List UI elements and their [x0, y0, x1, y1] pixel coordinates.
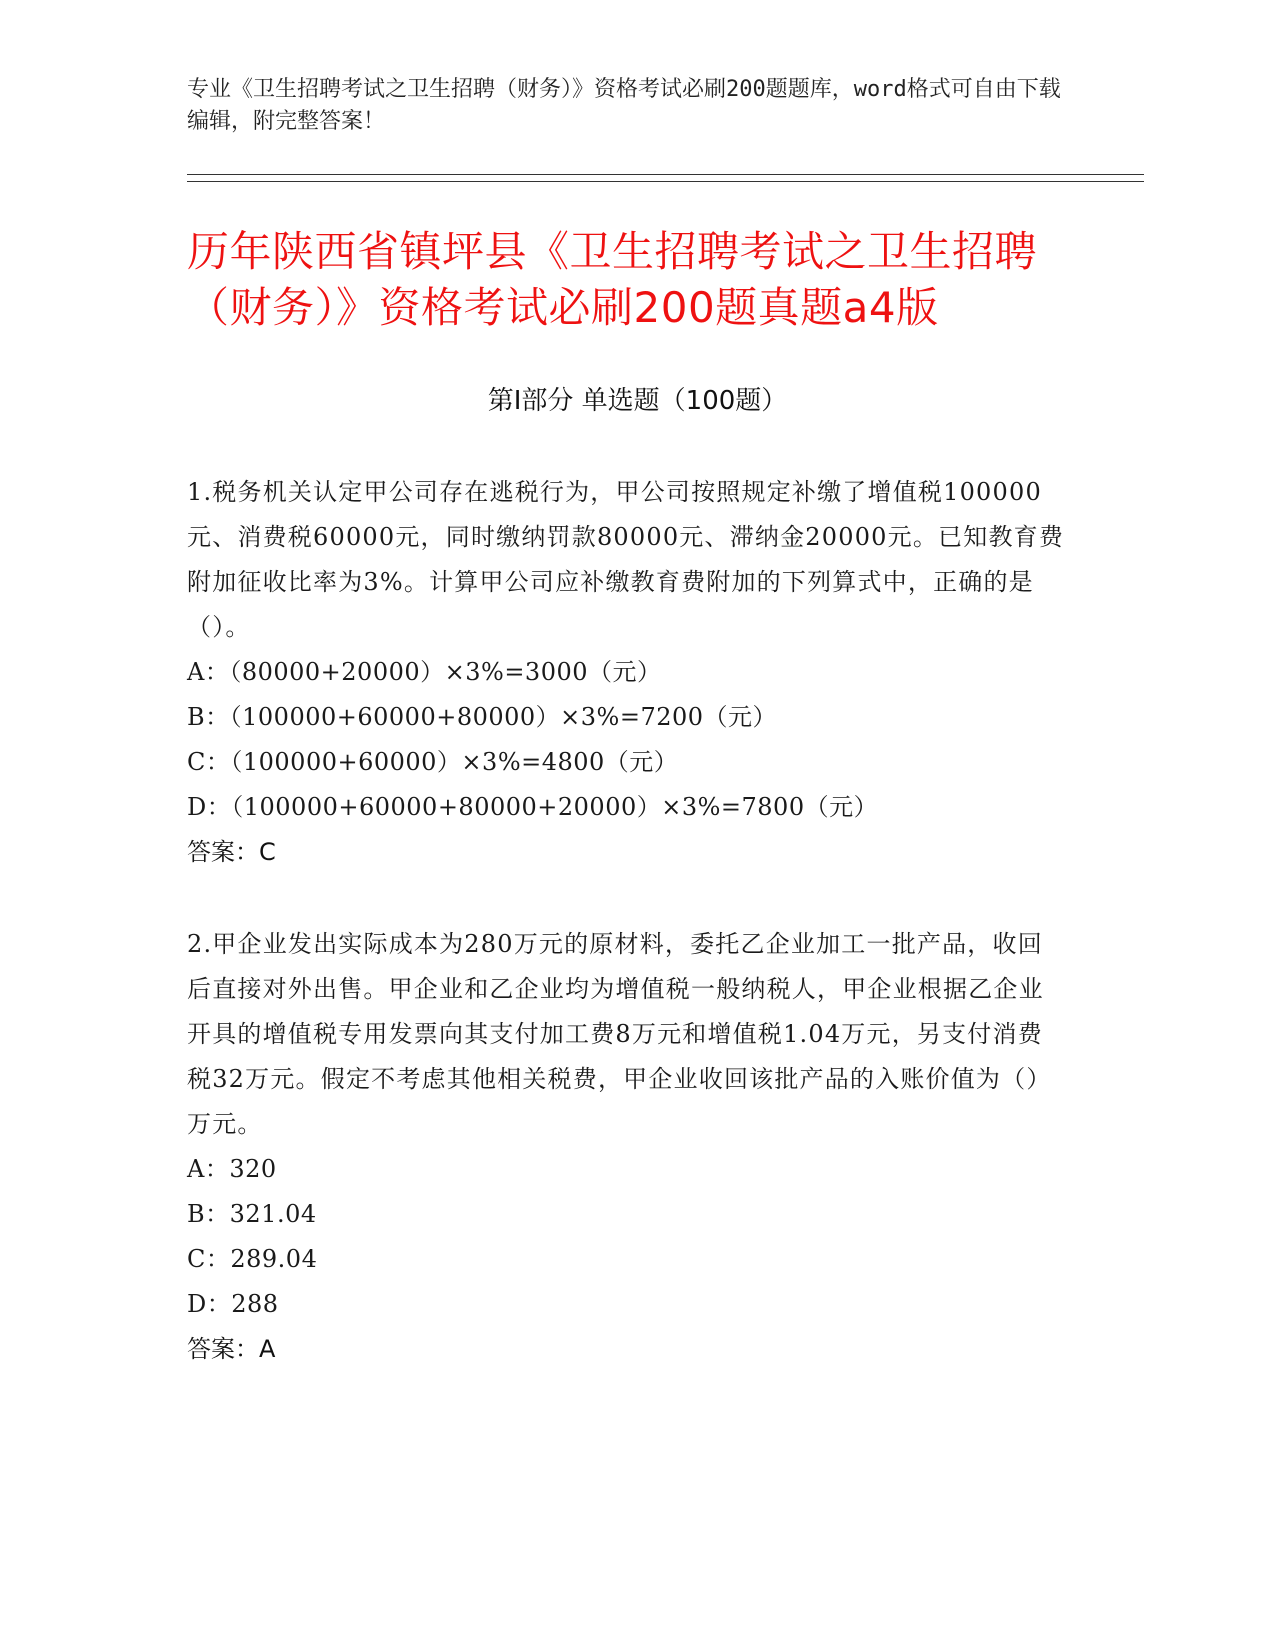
answer: 答案：C [187, 838, 276, 866]
document-title: 历年陕西省镇坪县《卫生招聘考试之卫生招聘（财务）》资格考试必刷200题真题a4版 [187, 227, 1038, 332]
option-c: C：（100000+60000）×3%=4800（元） [187, 748, 679, 776]
question-2 [187, 922, 1067, 1372]
option-b: B：321.04 [187, 1200, 317, 1228]
header-divider-bottom [187, 181, 1144, 182]
option-a: A：320 [187, 1155, 277, 1183]
option-c: C：289.04 [187, 1245, 318, 1273]
option-a: A：（80000+20000）×3%=3000（元） [187, 658, 662, 686]
header-divider-top [187, 174, 1144, 175]
question-stem: 2.甲企业发出实际成本为280万元的原材料，委托乙企业加工一批产品，收回后直接对外出售。甲企业和乙企业均为增值税一般纳税人，甲企业根据乙企业开具的增值税专用发票向其支付加工费8万元和增值税1.04万元，另支付消费税32万元。假定不考虑其他相关税费，甲企业收回该批产品的入账价值为（）万元。 [187, 930, 1052, 1138]
option-b: B：（100000+60000+80000）×3%=7200（元） [187, 703, 778, 731]
section-title: 第Ⅰ部分 单选题（100题） [487, 386, 788, 416]
question-1 [187, 470, 1067, 875]
answer: 答案：A [187, 1335, 276, 1363]
question-stem: 1.税务机关认定甲公司存在逃税行为，甲公司按照规定补缴了增值税100000元、消费税60000元，同时缴纳罚款80000元、滞纳金20000元。已知教育费附加征收比率为3%。计算甲公司应补缴教育费附加的下列算式中，正确的是（）。 [187, 478, 1065, 641]
option-d: D：288 [187, 1290, 279, 1318]
header-note: 专业《卫生招聘考试之卫生招聘（财务）》资格考试必刷200题题库，word格式可自由下载编辑，附完整答案！ [187, 77, 1061, 134]
option-d: D：（100000+60000+80000+20000）×3%=7800（元） [187, 793, 879, 821]
